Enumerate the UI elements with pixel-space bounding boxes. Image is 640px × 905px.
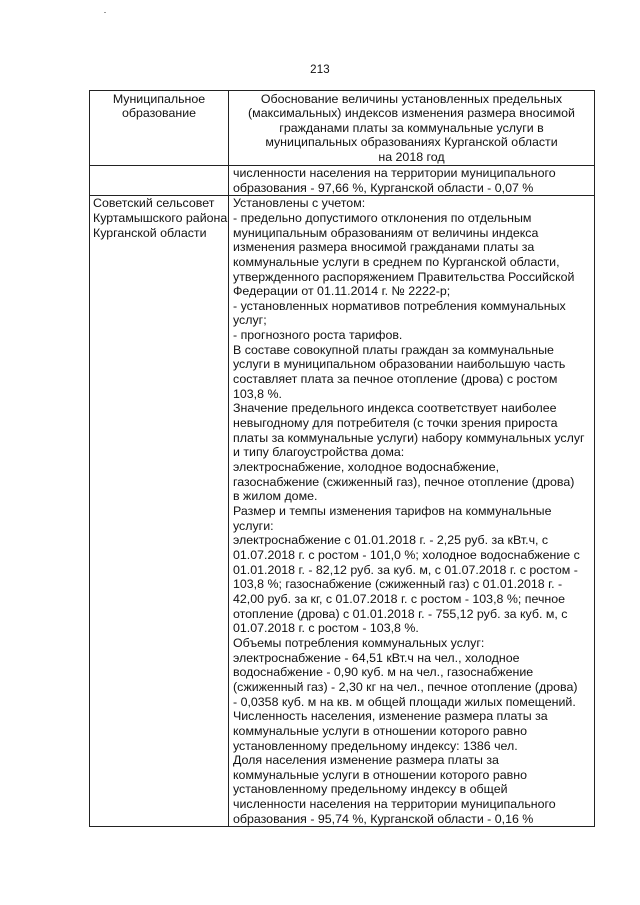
justification-line: электроснабжение, холодное водоснабжение, [233,460,500,475]
municipality-name [90,196,229,826]
justification-line: муниципальным образованиям от величины индекса [233,225,539,240]
justification-line: отопление (дрова) с 01.01.2018 г. - 755,12 руб. за куб. м, с [233,606,568,621]
municipality-line: Куртамышского района [93,210,228,225]
justification-line: 103,8 %; газоснабжение (сжиженный газ) с 01.01.2018 г. - [233,577,563,592]
table-header-row [90,91,594,166]
justification-line: и типу благоустройства дома: [233,445,405,460]
justification-line: составляет плата за печное отопление (дрова) с ростом [233,372,558,387]
justification-line: (сжиженный газ) - 2,30 кг на чел., печное отопление (дрова) [233,679,578,694]
justification-line: 01.07.2018 г. с ростом - 103,8 %. [233,621,419,636]
justification-line: В составе совокупной платы граждан за коммунальные [233,342,554,357]
justification-line: утвержденного распоряжением Правительства Российской [233,269,575,284]
justification-line: Доля населения изменение размера платы за [233,753,499,768]
continuation-line: образования - 97,66 %, Курганской области - 0,07 % [233,180,534,195]
table-row-continuation [90,166,594,196]
header-justification-line: на 2018 год [378,149,445,164]
justification-line: услуги: [233,518,274,533]
justification-line: установленному предельному индексу в общей [233,782,508,797]
justification-line: установленному предельному индексу: 1386 чел. [233,738,518,753]
justification-line: - предельно допустимого отклонения по отдельным [233,210,532,225]
municipality-line: Курганской области [93,225,207,240]
justification-line: газоснабжение (сжиженный газ), печное отопление (дрова) [233,474,575,489]
justification-line: услуги в муниципальном образовании наибольшую часть [233,357,566,372]
table-row-sovetsky [90,196,594,826]
justification-line: Федерации от 01.11.2014 г. № 2222-р; [233,284,451,299]
justification-line: услуг; [233,313,267,328]
justification-line: водоснабжение - 0,90 куб. м на чел., газоснабжение [233,665,534,680]
justification-line: в жилом доме. [233,489,318,504]
justification-line: Размер и темпы изменения тарифов на коммунальные [233,504,552,518]
justification-line: изменения размера вносимой гражданами платы за [233,240,535,255]
continuation-empty-cell [90,166,229,195]
continuation-text [229,166,594,195]
justification-line: 01.07.2018 г. с ростом - 101,0 %; холодное водоснабжение с [233,547,580,562]
justification-line: Значение предельного индекса соответствует наиболее [233,401,557,416]
justification-text [229,196,594,826]
justification-line: коммунальные услуги в среднем по Курганской области, [233,254,560,269]
justification-line: 01.01.2018 г. - 82,12 руб. за куб. м, с 01.07.2018 г. с ростом - [233,562,578,577]
header-justification [229,91,594,165]
justification-line: коммунальные услуги в отношении которого равно [233,723,527,738]
justification-line: электроснабжение - 64,51 кВт.ч на чел., холодное [233,650,520,665]
justification-line: коммунальные услуги в отношении которого равно [233,767,527,782]
scan-artifact [104,12,106,13]
justification-line: - прогнозного роста тарифов. [233,328,403,343]
justification-line: 42,00 руб. за кг, с 01.07.2018 г. с ростом - 103,8 %; печное [233,591,566,606]
justification-line: - установленных нормативов потребления коммунальных [233,298,566,313]
justification-line: невыгодному для потребителя (с точки зрения прироста [233,416,558,431]
municipality-line: Советский сельсовет [93,196,215,211]
header-justification-line: гражданами платы за коммунальные услуги в [279,120,544,135]
justification-line: образования - 95,74 %, Курганской области - 0,16 % [233,811,534,826]
header-justification-line: (максимальных) индексов изменения размера вносимой [248,106,575,121]
justification-line: Численность населения, изменение размера платы за [233,709,548,724]
justification-line: Установлены с учетом: [233,196,366,211]
justification-line: численности населения на территории муниципального [233,797,556,812]
justification-table [89,90,595,827]
header-municipality [90,91,229,165]
header-municipality-line: Муниципальное [112,92,206,106]
justification-line: платы за коммунальные услуги) набору коммунальных услуг [233,430,585,445]
justification-line: электроснабжение с 01.01.2018 г. - 2,25 руб. за кВт.ч, с [233,533,549,548]
justification-line: 103,8 %. [233,386,282,401]
justification-line: - 0,0358 куб. м на кв. м общей площади жилых помещений. [233,694,576,709]
justification-line: Объемы потребления коммунальных услуг: [233,635,485,650]
header-municipality-line: образование [121,106,197,121]
page-number: 213 [310,64,330,76]
continuation-line: численности населения на территории муниципального [233,166,556,181]
header-justification-line: Обоснование величины установленных предельных [260,92,563,106]
header-justification-line: муниципальных образованиях Курганской области [265,135,558,150]
